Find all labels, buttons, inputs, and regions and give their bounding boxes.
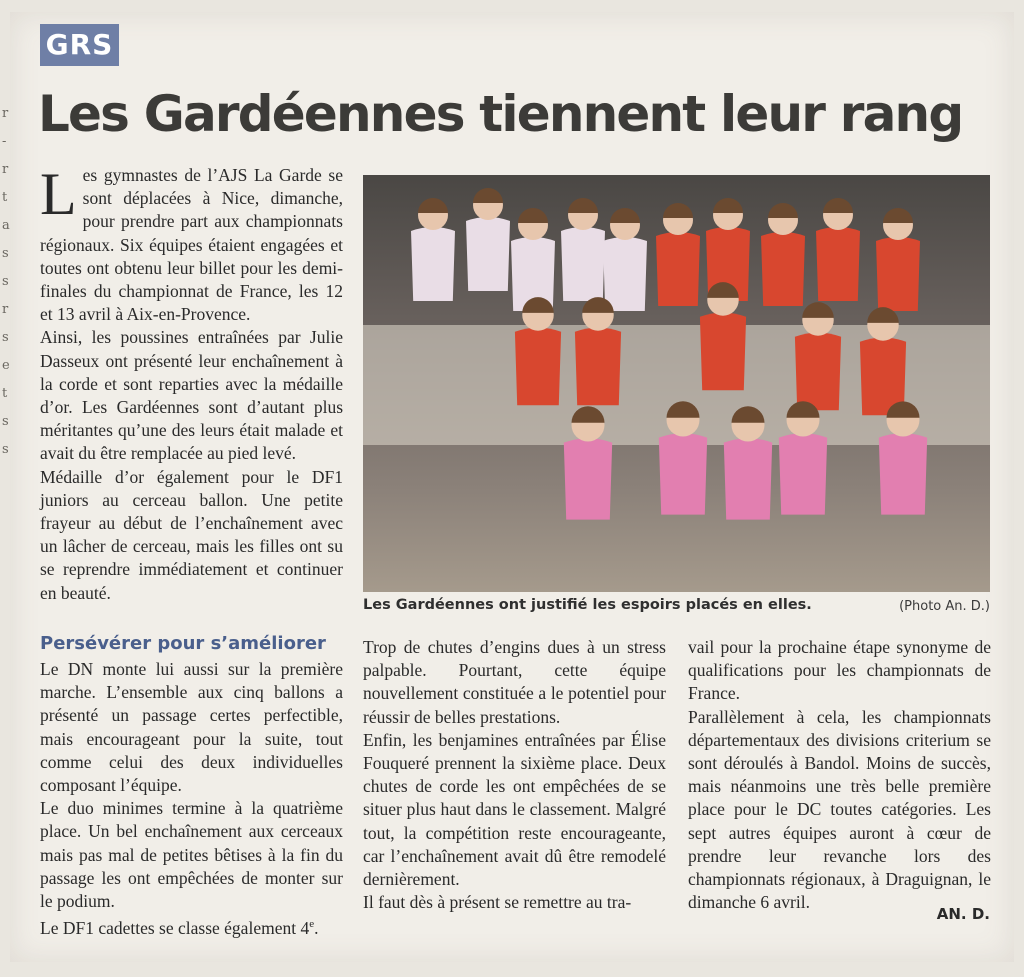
article-column-1-top [40, 161, 343, 605]
gymnast-front-row [659, 401, 707, 514]
intro-paragraph [40, 161, 343, 326]
gymnast-middle-row [795, 302, 841, 410]
col1-paragraph-1: Le DN monte lui aussi sur la première marche. L’ensemble aux cinq ballons a présenté un passage certes perfectible, mais encourageant pour la suite, tout comme celui des deux individuelles composant l’équipe. [40, 659, 343, 796]
gutter-fragment: t [2, 386, 8, 401]
gymnast-middle-row [515, 297, 561, 405]
gutter-fragment: r [2, 106, 9, 121]
gutter-fragment: - [2, 134, 7, 149]
gutter-fragment: e [2, 358, 10, 373]
team-photo [363, 175, 990, 592]
gutter-fragment: t [2, 190, 8, 205]
col1-paragraph-2: Le duo minimes termine à la quatrième place. Un bel enchaînement aux cerceaux mais pas mal de petites bêtises à la fin du passage les ont empêchées de monter sur le podium. [40, 798, 343, 912]
gutter-fragment: s [2, 330, 9, 345]
gymnast-back-row [876, 208, 920, 311]
photo-credit: (Photo An. D.) [899, 599, 990, 614]
gymnast-back-row [816, 198, 860, 301]
gymnast-back-row [561, 198, 605, 301]
gutter-fragment: r [2, 162, 9, 177]
col2-paragraph-1: Trop de chutes d’engins dues à un stress palpable. Pourtant, cette équipe nouvellement constituée a le potentiel pour réussir de belles prestations. [363, 637, 666, 727]
gutter-fragment: s [2, 274, 9, 289]
gymnast-middle-row [575, 297, 621, 405]
gymnast-back-row [511, 208, 555, 311]
gymnast-front-row [879, 401, 927, 514]
section-subhead: Persévérer pour s’améliorer [40, 633, 326, 654]
gutter-fragment: a [2, 218, 10, 233]
paragraph-2: Ainsi, les poussines entraînées par Julie Dasseux ont présenté leur enchaînement à la corde et sont reparties avec la médaille d’or. Les Gardéennes sont d’autant plus méritantes qu’une des leurs était malade et avait du être remplacée au pied levé. [40, 327, 343, 464]
col3-paragraph-2: Parallèlement à cela, les championnats départementaux des divisions criterium se sont déroulés à Bandol. Moins de succès, mais néanmoins une très belle première place pour le DC toutes catégories. Les sept autres équipes auront à cœur de prendre leur revanche lors des championnats régionaux, à Draguignan, le dimanche 6 avril. [688, 706, 991, 913]
col1-paragraph-3-end: . [314, 918, 319, 939]
article-column-2 [363, 636, 666, 914]
article-column-1-bottom [40, 658, 343, 940]
gymnast-back-row [466, 188, 510, 291]
gutter-fragment: s [2, 442, 9, 457]
col1-paragraph-3 [40, 913, 343, 940]
col2-paragraph-2: Enfin, les benjamines entraînées par Élise Fouqueré prennent la sixième place. Deux chutes de corde les ont empêchées de se situer plus haut dans le classement. Malgré tout, la compétition reste encourageante, car l’enchaînement avait dû être remodelé dernièrement. [363, 729, 666, 890]
gymnast-front-row [724, 406, 772, 519]
gymnast-back-row [761, 203, 805, 306]
col2-paragraph-3: Il faut dès à présent se remettre au tra- [363, 892, 632, 913]
gutter-fragment: s [2, 246, 9, 261]
gutter-text-fragments [2, 100, 14, 940]
gymnast-back-row [656, 203, 700, 306]
gutter-fragment: r [2, 302, 9, 317]
gymnast-front-row [779, 401, 827, 514]
article-headline: Les Gardéennes tiennent leur rang [38, 85, 963, 143]
dropcap: L [40, 161, 77, 227]
gymnast-front-row [564, 406, 612, 519]
gymnast-back-row [603, 208, 647, 311]
gutter-fragment: s [2, 414, 9, 429]
col3-paragraph-1: vail pour la prochaine étape synonyme de qualifications pour les championnats de France. [688, 637, 991, 704]
photo-caption: Les Gardéennes ont justifié les espoirs placés en elles. [363, 597, 812, 613]
gymnast-back-row [411, 198, 455, 301]
ordinal-superscript: e [309, 918, 315, 931]
gymnasts-illustration [363, 175, 990, 592]
gymnast-middle-row [860, 307, 906, 415]
article-column-3 [688, 636, 991, 914]
col1-paragraph-3-text: Le DF1 cadettes se classe également 4 [40, 918, 310, 939]
section-rubric: GRS [40, 24, 119, 66]
author-signature: AN. D. [936, 905, 990, 923]
intro-text: es gymnastes de l’AJS La Garde se sont déplacées à Nice, dimanche, pour prendre part aux championnats régionaux. Six équipes étaient engagées et toutes ont obtenu leur billet pour les demi-finales du championnat de France, les 12 et 13 avril à Aix-en-Provence. [40, 165, 343, 325]
paragraph-3: Médaille d’or également pour le DF1 juniors au cerceau ballon. Une petite frayeur au début de l’enchaînement avec un lâcher de cerceau, mais les filles ont su se reprendre immédiatement et continuer en beauté. [40, 466, 343, 603]
